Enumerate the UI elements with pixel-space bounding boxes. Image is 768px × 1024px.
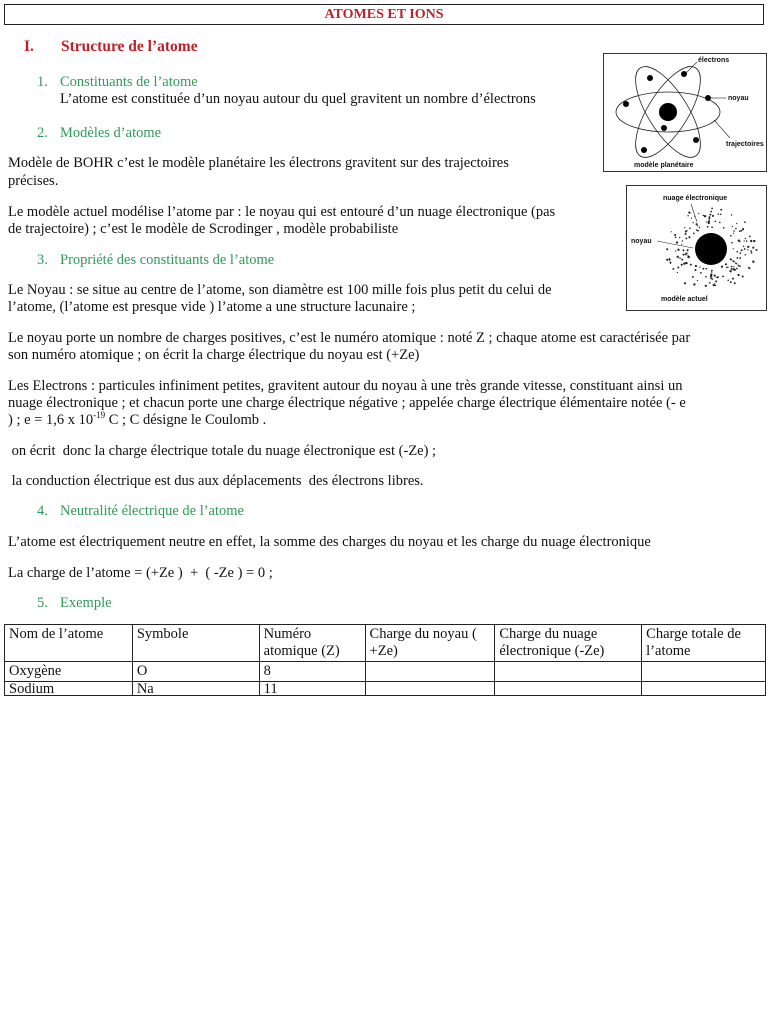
- table-row: [5, 682, 766, 696]
- sub-1-title: Constituants de l’atome: [60, 74, 198, 90]
- label-noyau-modern: noyau: [631, 238, 652, 245]
- table-cell: [495, 682, 642, 696]
- nucleus-modern: [695, 233, 727, 265]
- sub-3-number: 3.: [37, 252, 48, 268]
- header-cell: Charge du nuage électronique (-Ze): [495, 625, 642, 662]
- label-noyau: noyau: [728, 95, 749, 102]
- bohr-line-2: précises.: [8, 173, 59, 189]
- charge-line-1: Le noyau porte un nombre de charges positives, c’est le numéro atomique : noté Z ; chaque atome est caractérisée par: [8, 330, 691, 346]
- table-cell: [642, 662, 766, 682]
- equation-line: La charge de l’atome = (+Ze ) + ( -Ze ) = 0 ;: [8, 565, 273, 581]
- example-table: [4, 624, 766, 696]
- section-1-number: I.: [24, 38, 34, 55]
- sub-5-number: 5.: [37, 595, 48, 611]
- label-nuage: nuage électronique: [663, 195, 728, 202]
- table-cell: 8: [259, 662, 365, 682]
- sub-4-number: 4.: [37, 503, 48, 519]
- sub-4-title: Neutralité électrique de l’atome: [60, 503, 244, 519]
- table-cell: [495, 662, 642, 682]
- sub-5-title: Exemple: [60, 595, 112, 611]
- modern-model-diagram: [627, 186, 766, 310]
- sub-2-title: Modèles d’atome: [60, 125, 162, 141]
- ecrit-line: on écrit donc la charge électrique totale du nuage électronique est (-Ze) ;: [8, 443, 437, 459]
- table-cell: Oxygène: [5, 662, 133, 682]
- electrons-line-3: [8, 411, 266, 429]
- section-1-title: Structure de l’atome: [61, 38, 198, 55]
- neutre-line: L’atome est électriquement neutre en effet, la somme des charges du noyau et les charge du nuage électronique: [8, 534, 651, 550]
- conduction-line: la conduction électrique est dus aux déplacements des électrons libres.: [8, 473, 424, 489]
- table-cell: O: [132, 662, 259, 682]
- table-cell: 11: [259, 682, 365, 696]
- sub-3-title: Propriété des constituants de l’atome: [60, 252, 275, 268]
- table-header-row: [5, 625, 766, 662]
- noyau-line-2: l’atome, (l’atome est presque vide ) l’atome a une structure lacunaire ;: [8, 299, 416, 315]
- table-cell: [642, 682, 766, 696]
- electrons-line-1: Les Electrons : particules infiniment petites, gravitent autour du noyau à une très grande vitesse, constituant ainsi un: [8, 378, 683, 394]
- header-cell: Symbole: [132, 625, 259, 662]
- figure-planetary-model: [603, 53, 767, 172]
- noyau-line-1: Le Noyau : se situe au centre de l’atome, son diamètre est 100 mille fois plus petit du celui de: [8, 282, 552, 298]
- exponent: -19: [93, 410, 106, 421]
- table-cell: Na: [132, 682, 259, 696]
- caption-modern: modèle actuel: [661, 296, 708, 303]
- table-row: [5, 662, 766, 682]
- electrons-line-3b: C ; C désigne le Coulomb .: [105, 412, 267, 428]
- page-title: ATOMES ET IONS: [4, 4, 764, 25]
- label-electrons: électrons: [698, 57, 730, 64]
- header-cell: Nom de l’atome: [5, 625, 133, 662]
- caption-planetary: modèle planétaire: [634, 162, 694, 169]
- nucleus: [659, 103, 677, 121]
- label-trajectoires: trajectoires: [726, 141, 764, 148]
- sub-2-number: 2.: [37, 125, 48, 141]
- sub-1-text: L’atome est constituée d’un noyau autour du quel gravitent un nombre d’électrons: [60, 91, 536, 107]
- electrons-line-2: nuage électronique ; et chacun porte une charge électrique négative ; appelée charge électrique élémentaire notée (- e: [8, 395, 686, 411]
- bohr-line-1: Modèle de BOHR c’est le modèle planétaire les électrons gravitent sur des trajectoires: [8, 155, 509, 171]
- sub-1-number: 1.: [37, 74, 48, 90]
- planetary-model-diagram: [604, 54, 766, 171]
- actuel-line-2: de trajectoire) ; c’est le modèle de Scrodinger , modèle probabiliste: [8, 221, 399, 237]
- charge-line-2: son numéro atomique ; on écrit la charge électrique du noyau est (+Ze): [8, 347, 420, 363]
- table-cell: [365, 662, 495, 682]
- actuel-line-1: Le modèle actuel modélise l’atome par : le noyau qui est entouré d’un nuage électronique (pas: [8, 204, 556, 220]
- electrons-line-3a: ) ; e = 1,6 x 10: [8, 412, 94, 428]
- figure-modern-model: [626, 185, 767, 311]
- table-cell: [365, 682, 495, 696]
- section-1-heading: [24, 38, 198, 56]
- header-cell: Numéro atomique (Z): [259, 625, 365, 662]
- header-cell: Charge du noyau ( +Ze): [365, 625, 495, 662]
- table-cell: Sodium: [5, 682, 133, 696]
- header-cell: Charge totale de l’atome: [642, 625, 766, 662]
